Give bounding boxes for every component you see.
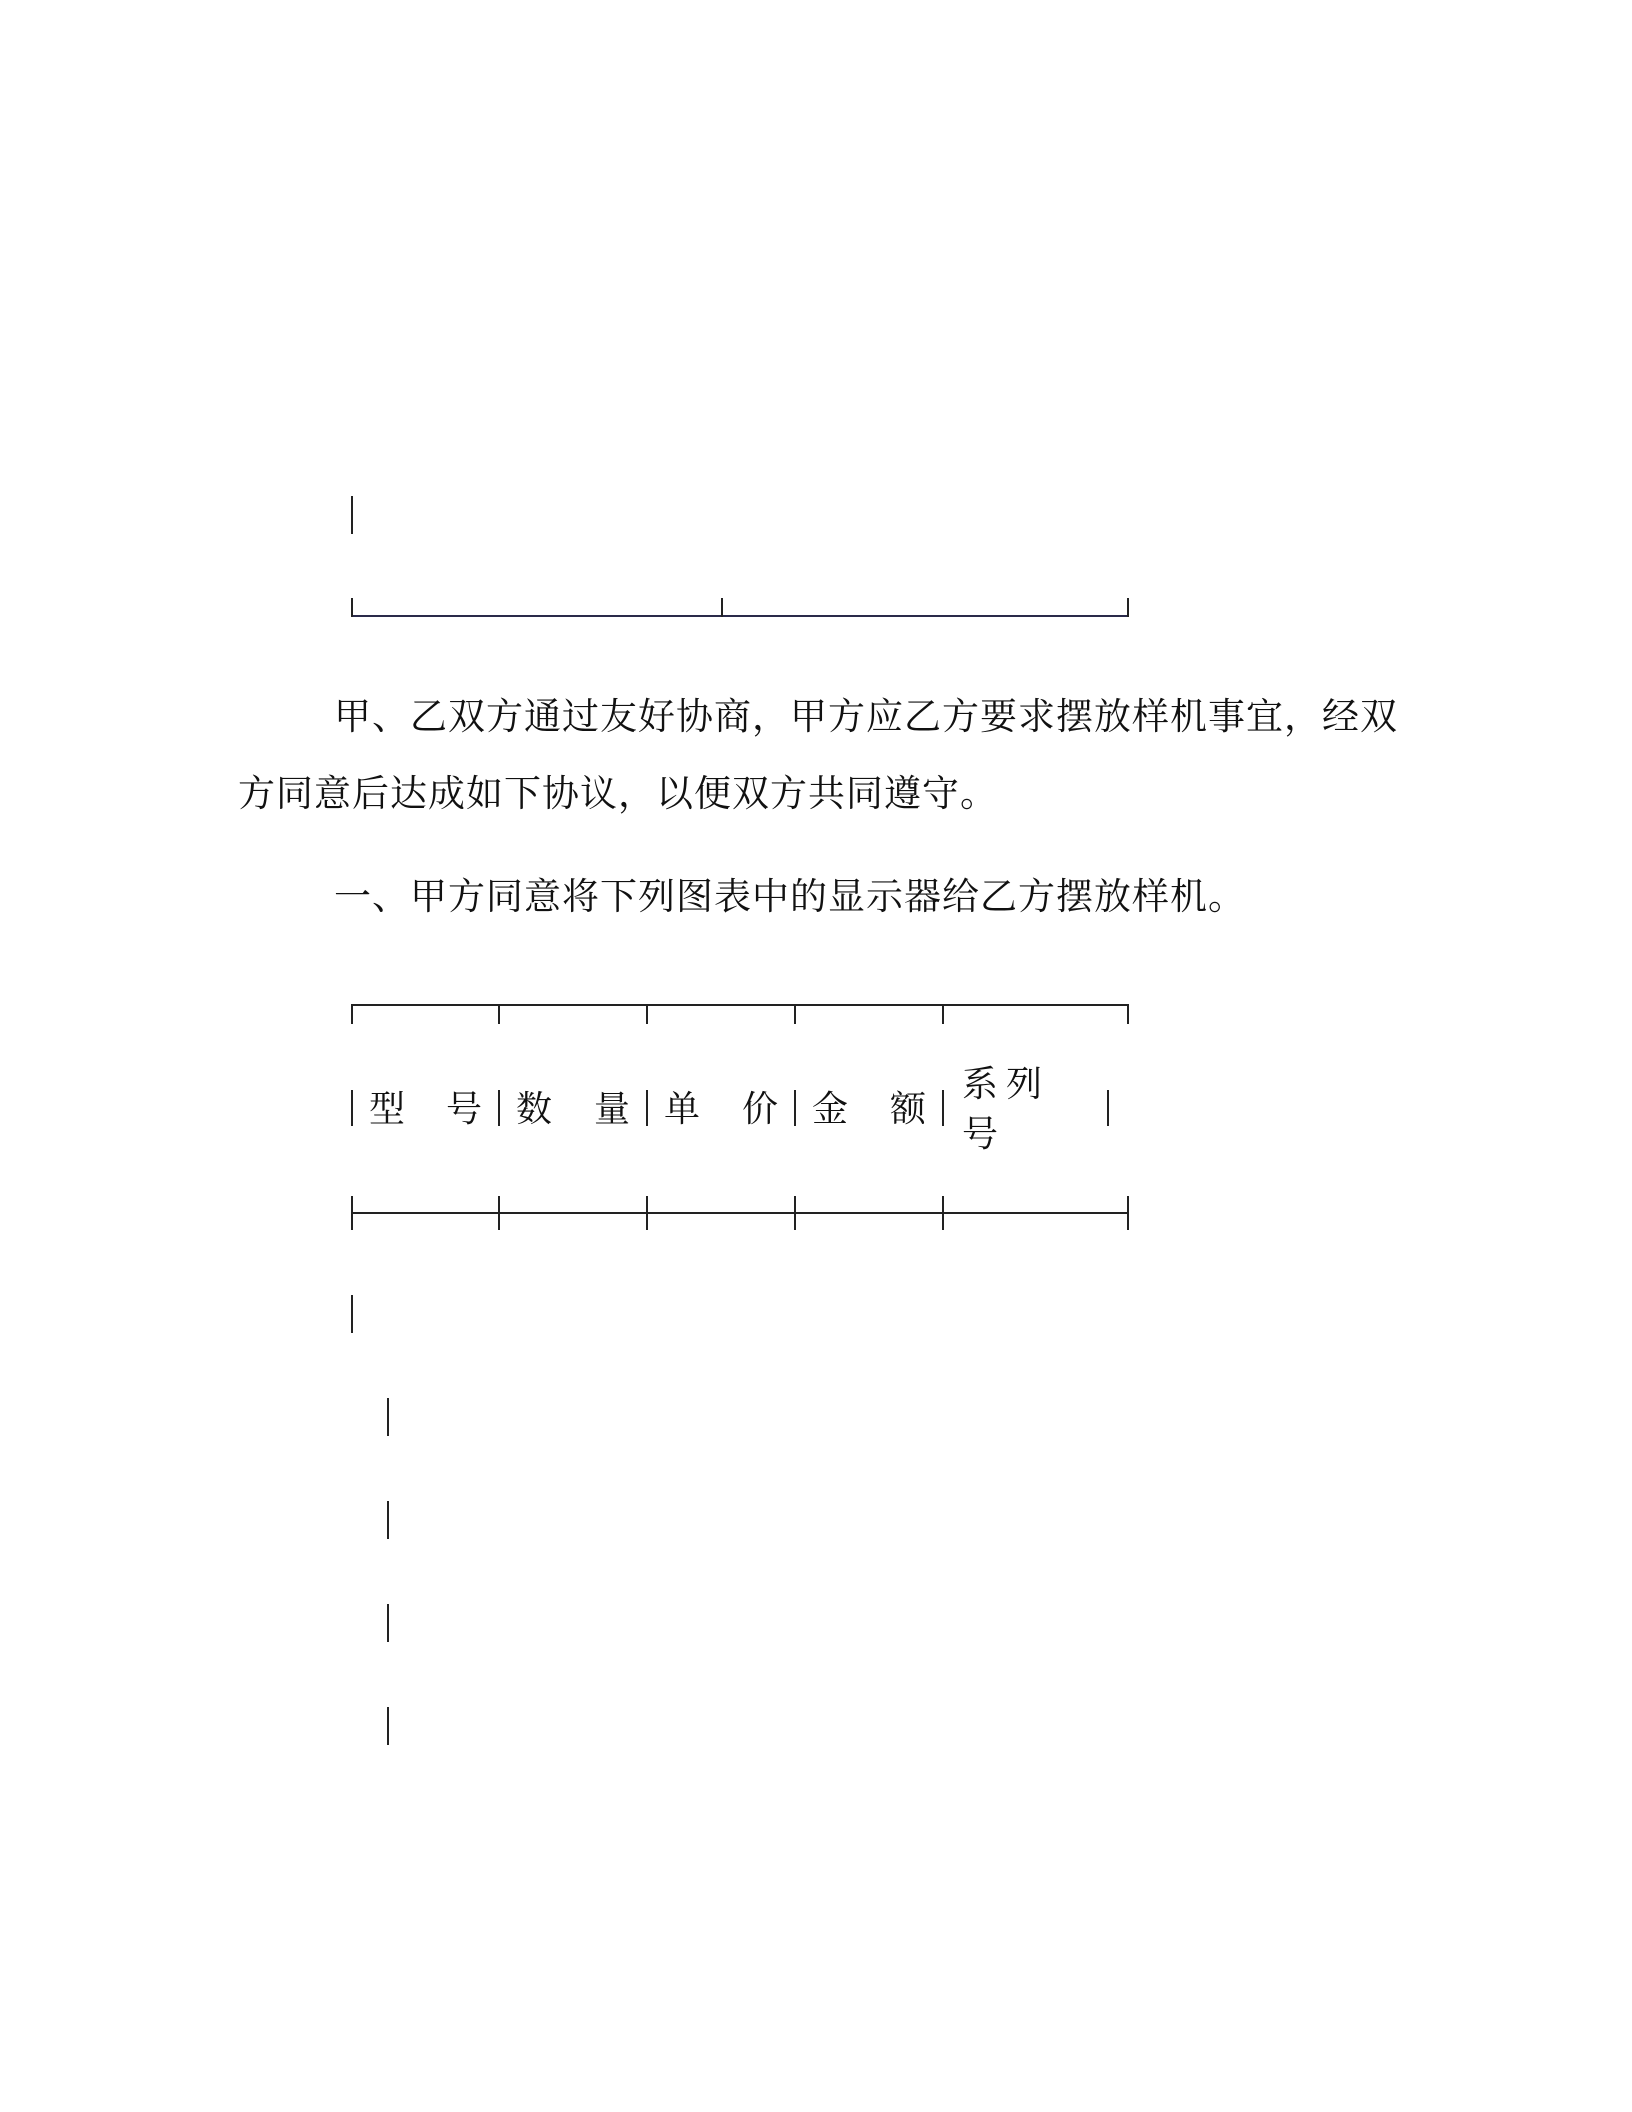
table-row-tick xyxy=(942,1196,944,1230)
intro-paragraph-line-2: 方同意后达成如下协议，以便双方共同遵守。 xyxy=(238,772,998,815)
table-header-serial-number xyxy=(944,1064,1107,1155)
blank-line xyxy=(351,615,1129,617)
table-top-tick xyxy=(1127,1004,1129,1024)
clause-1: 一、甲方同意将下列图表中的显示器给乙方摆放样机。 xyxy=(334,875,1246,918)
header-text: 系列号 xyxy=(962,1064,1051,1155)
header-char: 单 xyxy=(664,1089,701,1130)
table-row-tick xyxy=(646,1196,648,1230)
table-row-tick xyxy=(1127,1196,1129,1230)
table-row-marker xyxy=(351,1295,353,1333)
table-top-tick xyxy=(942,1004,944,1024)
header-char: 数 xyxy=(516,1089,553,1130)
table-row-tick xyxy=(794,1196,796,1230)
blank-line-tick-right xyxy=(1127,598,1129,617)
table-header-model xyxy=(353,1085,498,1135)
table-header-separator xyxy=(1107,1090,1109,1126)
header-char: 量 xyxy=(593,1089,630,1130)
header-char: 额 xyxy=(889,1089,926,1130)
table-row-tick xyxy=(351,1196,353,1230)
header-char: 价 xyxy=(741,1089,778,1130)
table-top-tick xyxy=(351,1004,353,1024)
table-row-marker xyxy=(387,1604,389,1642)
table-row-marker xyxy=(387,1501,389,1539)
table-top-tick xyxy=(794,1004,796,1024)
blank-line-tick-left xyxy=(351,598,353,617)
table-header-quantity xyxy=(500,1085,646,1135)
table-header-bottom-rule xyxy=(351,1212,1129,1214)
blank-line-tick-mid xyxy=(721,598,723,617)
table-top-tick xyxy=(646,1004,648,1024)
intro-paragraph-line-1: 甲、乙双方通过友好协商，甲方应乙方要求摆放样机事宜，经双 xyxy=(334,695,1398,738)
blank-field-marker xyxy=(351,496,353,534)
table-row-tick xyxy=(498,1196,500,1230)
header-char: 金 xyxy=(812,1089,849,1130)
table-row-marker xyxy=(387,1707,389,1745)
table-top-rule xyxy=(351,1004,1129,1006)
header-char: 型 xyxy=(369,1089,406,1130)
table-header-unit-price xyxy=(648,1085,794,1135)
header-char: 号 xyxy=(445,1089,482,1130)
table-row-marker xyxy=(387,1398,389,1436)
table-header-amount xyxy=(796,1085,942,1135)
table-top-tick xyxy=(498,1004,500,1024)
